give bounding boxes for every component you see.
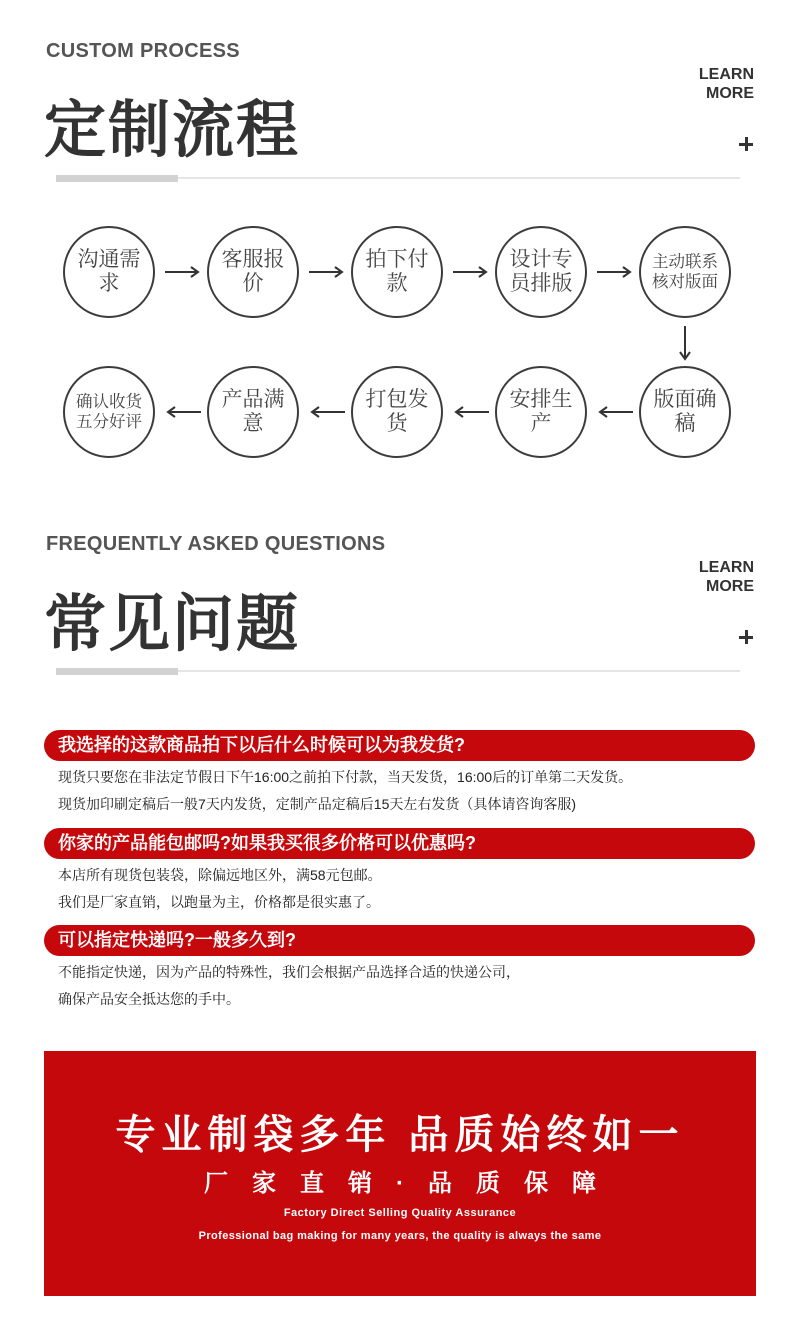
arrow-right-icon bbox=[307, 264, 345, 280]
arrow-right-icon bbox=[595, 264, 633, 280]
faq-cn-title: 常见问题 bbox=[44, 590, 301, 659]
learn-more-line-1: LEARN bbox=[698, 559, 754, 576]
divider-accent bbox=[56, 668, 178, 675]
process-step-7: 安排生产 bbox=[495, 366, 587, 458]
process-step-4: 设计专员排版 bbox=[495, 226, 587, 318]
process-step-9: 产品满意 bbox=[207, 366, 299, 458]
faq-learn-more-link[interactable] bbox=[674, 558, 754, 596]
arrow-left-icon bbox=[165, 404, 203, 420]
learn-more-line-1: LEARN bbox=[698, 66, 754, 83]
arrow-left-icon bbox=[453, 404, 491, 420]
faq-answer-line: 我们是厂家直销，以跑量为主，价格都是很实惠了。 bbox=[58, 894, 380, 910]
plus-icon[interactable] bbox=[736, 134, 756, 154]
learn-more-line-2: MORE bbox=[706, 85, 754, 102]
banner-english-line-1: Factory Direct Selling Quality Assurance bbox=[283, 1207, 517, 1219]
process-step-3: 拍下付款 bbox=[351, 226, 443, 318]
learn-more-line-2: MORE bbox=[706, 578, 754, 595]
process-step-1: 沟通需求 bbox=[63, 226, 155, 318]
arrow-left-icon bbox=[597, 404, 635, 420]
process-learn-more-link[interactable] bbox=[674, 65, 754, 103]
banner-title: 专业制袋多年 品质始终如一 bbox=[115, 1113, 685, 1157]
faq-answer-line: 现货只要您在非法定节假日下午16:00之前拍下付款，当天发货，16:00后的订单第二天发货。 bbox=[58, 769, 633, 785]
banner-subtitle: 厂家直销·品质保障 bbox=[204, 1170, 620, 1197]
faq-answer-line: 本店所有现货包装袋，除偏远地区外，满58元包邮。 bbox=[58, 867, 382, 883]
process-step-2: 客服报价 bbox=[207, 226, 299, 318]
faq-question-2: 你家的产品能包邮吗?如果我买很多价格可以优惠吗? bbox=[44, 828, 755, 859]
process-en-title: CUSTOM PROCESS bbox=[46, 40, 240, 62]
process-cn-title: 定制流程 bbox=[44, 96, 301, 165]
process-step-5: 主动联系核对版面 bbox=[639, 226, 731, 318]
plus-icon[interactable] bbox=[736, 627, 756, 647]
faq-answer-line: 确保产品安全抵达您的手中。 bbox=[58, 991, 240, 1007]
faq-question-3: 可以指定快递吗?一般多久到? bbox=[44, 925, 755, 956]
arrow-right-icon bbox=[163, 264, 201, 280]
faq-answer-line: 不能指定快递，因为产品的特殊性，我们会根据产品选择合适的快递公司， bbox=[58, 964, 520, 980]
banner-english-line-2: Professional bag making for many years, the quality is always the same bbox=[198, 1230, 602, 1242]
faq-question-1: 我选择的这款商品拍下以后什么时候可以为我发货? bbox=[44, 730, 755, 761]
process-step-8: 打包发货 bbox=[351, 366, 443, 458]
divider-accent bbox=[56, 175, 178, 182]
faq-answer-line: 现货加印刷定稿后一般7天内发货，定制产品定稿后15天左右发货（具体请咨询客服) bbox=[58, 796, 577, 812]
faq-en-title: FREQUENTLY ASKED QUESTIONS bbox=[46, 533, 386, 555]
process-step-6: 版面确稿 bbox=[639, 366, 731, 458]
arrow-left-icon bbox=[309, 404, 347, 420]
arrow-down-icon bbox=[677, 324, 693, 362]
brand-banner bbox=[44, 1051, 756, 1296]
process-step-10: 确认收货五分好评 bbox=[63, 366, 155, 458]
arrow-right-icon bbox=[451, 264, 489, 280]
